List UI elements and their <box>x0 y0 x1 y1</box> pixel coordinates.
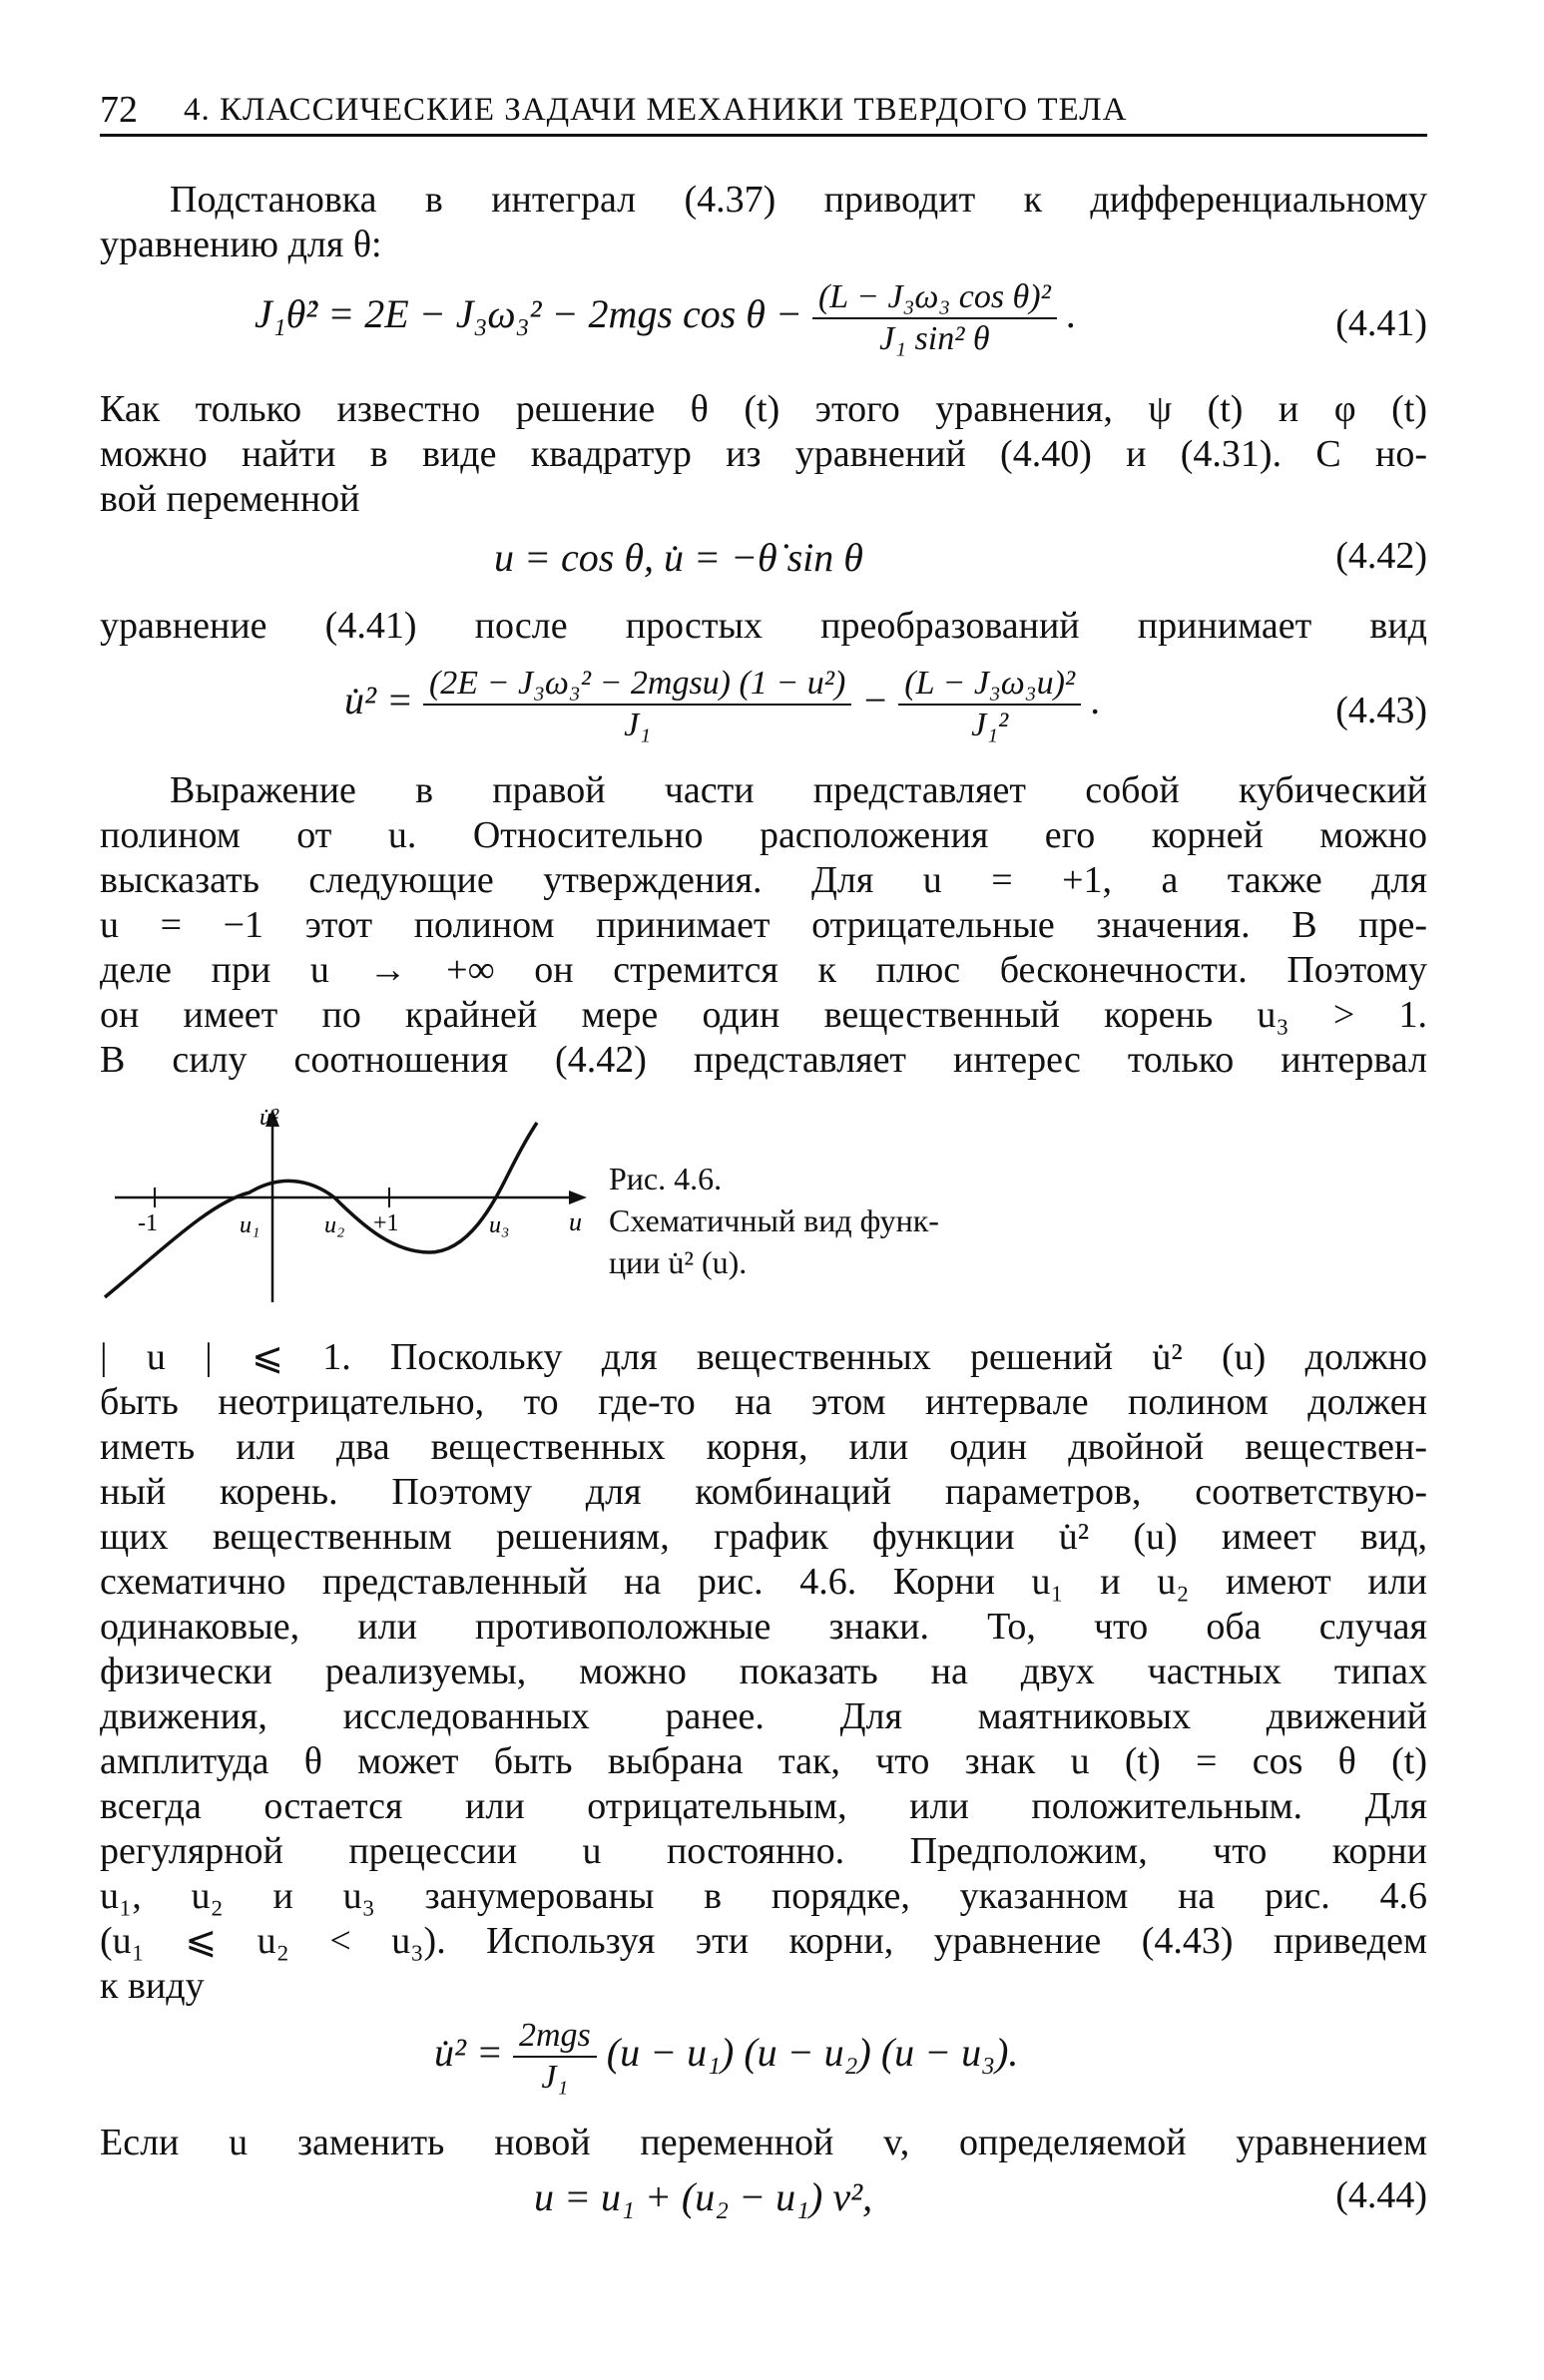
text-line: высказать следующие утверждения. Для u = +1, а также для <box>100 859 1427 901</box>
caption-line: ции u̇² (u). <box>609 1244 748 1280</box>
text-line: Как только известно решение θ (t) этого уравнения, ψ (t) и φ (t) <box>100 388 1427 430</box>
fraction-denominator: J₁ <box>541 2059 569 2096</box>
equation-4-44: u = u₁ + (u₂ − u₁) v², <box>534 2174 873 2219</box>
text-line: вой переменной <box>100 478 360 520</box>
text-line: можно найти в виде квадратур из уравнений (4.40) и (4.31). С но- <box>100 433 1427 475</box>
text-line: | u | ⩽ 1. Поскольку для вещественных решений u̇² (u) должно <box>100 1336 1427 1378</box>
chapter-title: 4. КЛАССИЧЕСКИЕ ЗАДАЧИ МЕХАНИКИ ТВЕРДОГО ТЕЛА <box>184 91 1128 128</box>
text-line: регулярной прецессии u постоянно. Предположим, что корни <box>100 1830 1427 1872</box>
equation-number: (4.43) <box>1335 690 1427 731</box>
text-line: схематично представленный на рис. 4.6. Корни u₁ и u₂ имеют или <box>100 1561 1427 1603</box>
page-number: 72 <box>100 89 138 131</box>
text-line: (u₁ ⩽ u₂ < u₃). Используя эти корни, уравнение (4.43) приведем <box>100 1920 1427 1962</box>
paragraph-1 <box>100 178 1427 267</box>
paragraph-2 <box>100 387 1427 522</box>
paragraph-6 <box>100 2121 1427 2165</box>
text-line: уравнение (4.41) после простых преобразований принимает вид <box>100 605 1427 647</box>
text-line: иметь или два вещественных корня, или один двойной веществен- <box>100 1426 1427 1468</box>
text-line: Если u заменить новой переменной v, определяемой уравнением <box>100 2122 1427 2163</box>
figure-4-6 <box>100 1103 599 1322</box>
equation-lhs: J₁θ̇² = 2E − J₃ω₃² − 2mgs cos θ − <box>255 291 802 337</box>
fraction <box>898 664 1081 745</box>
equation-4-43 <box>344 664 1101 745</box>
equation-lhs: u̇² = <box>434 2030 503 2076</box>
fraction <box>513 2016 597 2098</box>
text-line: всегда остается или отрицательным, или положительным. Для <box>100 1785 1427 1827</box>
text-line: Выражение в правой части представляет собой кубический <box>170 769 1427 811</box>
fraction-denominator: J₁² <box>971 707 1009 743</box>
root-label-u2: u₂ <box>324 1212 345 1238</box>
equation-4-41 <box>255 277 1077 359</box>
polynomial-curve <box>105 1123 537 1297</box>
x-axis-arrow <box>569 1190 587 1204</box>
fraction-numerator: (L − J₃ω₃u)² <box>898 664 1081 706</box>
fraction-numerator: (L − J₃ω₃ cos θ)² <box>812 277 1057 319</box>
tick-label-minus-one: -1 <box>138 1210 158 1236</box>
equation-factored <box>434 2016 1018 2098</box>
running-header <box>100 86 1427 137</box>
text-line: полином от u. Относительно расположения его корней можно <box>100 814 1427 856</box>
text-line: щих вещественным решениям, график функции u̇² (u) имеет вид, <box>100 1516 1427 1558</box>
figure-caption <box>609 1158 939 1283</box>
caption-line: Схематичный вид функ- <box>609 1202 939 1238</box>
tick-label-plus-one: +1 <box>373 1210 399 1236</box>
y-axis-label: u̇² <box>259 1105 279 1131</box>
text-line: В силу соотношения (4.42) представляет интерес только интервал <box>100 1039 1427 1081</box>
equation-rhs: (u − u₁) (u − u₂) (u − u₃). <box>606 2030 1019 2076</box>
text-line: к виду <box>100 1965 205 2007</box>
minus-sign: − <box>861 678 889 723</box>
text-line: он имеет по крайней мере один вещественный корень u₃ > 1. <box>100 994 1427 1036</box>
text-line: u = −1 этот полином принимает отрицательные значения. В пре- <box>100 904 1427 946</box>
fraction-denominator: J₁ sin² θ <box>879 320 990 357</box>
fraction-numerator: (2E − J₃ω₃² − 2mgsu) (1 − u²) <box>423 664 851 706</box>
caption-line: Рис. 4.6. <box>609 1161 723 1196</box>
fraction <box>812 277 1057 359</box>
text-line: быть неотрицательно, то где-то на этом интервале полином должен <box>100 1381 1427 1423</box>
text-line: движения, исследованных ранее. Для маятниковых движений <box>100 1695 1427 1737</box>
equation-number: (4.41) <box>1335 302 1427 344</box>
x-axis-label: u <box>569 1207 582 1236</box>
equation-tail: . <box>1066 291 1077 337</box>
paragraph-5 <box>100 1335 1427 2009</box>
paragraph-3 <box>100 604 1427 649</box>
equation-number: (4.42) <box>1335 535 1427 577</box>
equation-lhs: u̇² = <box>344 678 413 723</box>
paragraph-4 <box>100 768 1427 1083</box>
root-label-u1: u₁ <box>240 1212 260 1238</box>
fraction-denominator: J₁ <box>624 707 652 743</box>
equation-number: (4.44) <box>1335 2174 1427 2216</box>
root-label-u3: u₃ <box>489 1212 510 1238</box>
fraction-numerator: 2mgs <box>513 2016 597 2058</box>
text-line: Подстановка в интеграл (4.37) приводит к дифференциальному <box>170 179 1427 221</box>
equation-tail: . <box>1091 678 1102 723</box>
text-line: u₁, u₂ и u₃ занумерованы в порядке, указанном на рис. 4.6 <box>100 1875 1427 1917</box>
equation-4-42: u = cos θ, u̇ = −θ̇ sin θ <box>494 535 863 580</box>
text-line: физически реализуемы, можно показать на двух частных типах <box>100 1651 1427 1692</box>
fraction <box>423 664 851 745</box>
text-line: одинаковые, или противоположные знаки. То, что оба случая <box>100 1606 1427 1648</box>
text-line: деле при u → +∞ он стремится к плюс бесконечности. Поэтому <box>100 949 1427 991</box>
text-line: ный корень. Поэтому для комбинаций параметров, соответствую- <box>100 1471 1427 1513</box>
text-line: уравнению для θ: <box>100 224 382 265</box>
text-line: амплитуда θ может быть выбрана так, что знак u (t) = cos θ (t) <box>100 1740 1427 1782</box>
